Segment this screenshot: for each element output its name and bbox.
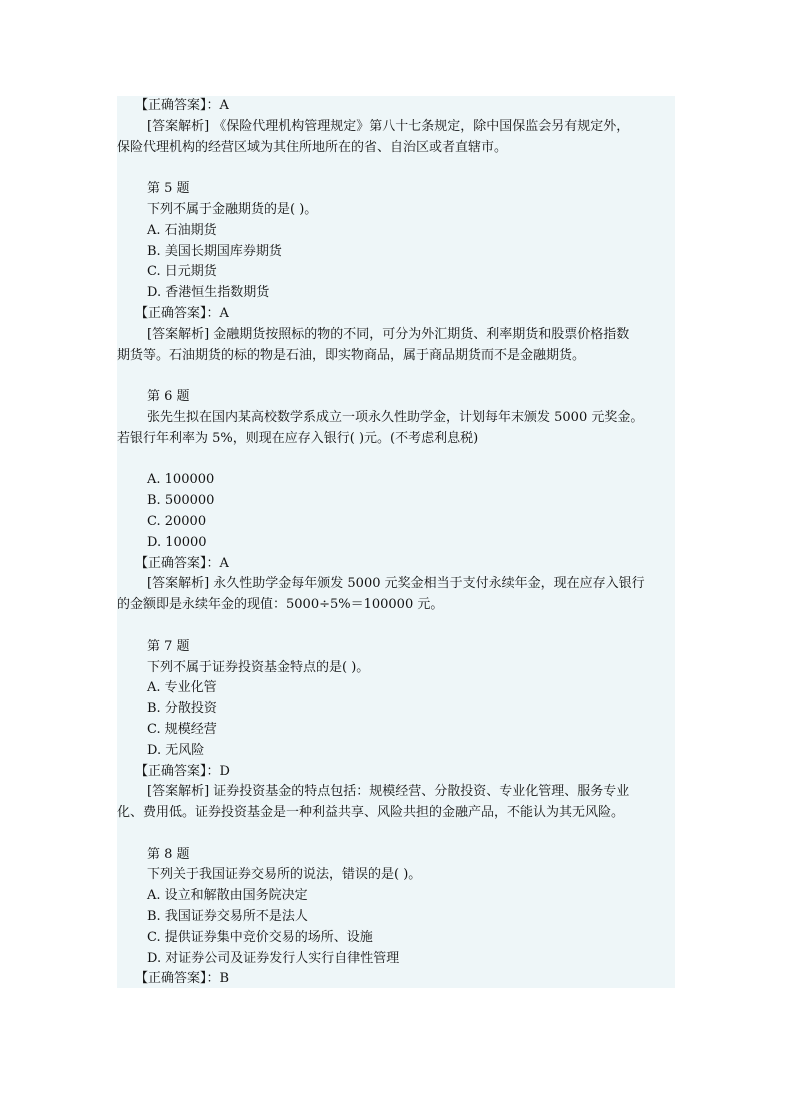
question-stem: 下列关于我国证券交易所的说法，错误的是( )。 (147, 867, 422, 883)
answer-option: C. 20000 (147, 513, 207, 529)
answer-option: A. 设立和解散由国务院决定 (147, 888, 308, 904)
paragraph-line: [答案解析] 金融期货按照标的物的不同，可分为外汇期货、利率期货和股票价格指数 (147, 326, 630, 342)
answer-option: C. 日元期货 (147, 264, 217, 280)
answer-option: D. 无风险 (147, 742, 205, 758)
question-stem: 下列不属于金融期货的是( )。 (147, 201, 318, 217)
answer-option: B. 我国证券交易所不是法人 (147, 909, 308, 925)
paragraph-line: 若银行年利率为 5%，则现在应存入银行( )元。(不考虑利息税) (117, 430, 479, 446)
answer-option: B. 500000 (147, 493, 215, 509)
paragraph-line: 期货等。石油期货的标的物是石油，即实物商品，属于商品期货而不是金融期货。 (117, 347, 586, 363)
question-number: 第 8 题 (147, 846, 190, 862)
blank-line (117, 616, 675, 637)
blank-line (117, 450, 675, 471)
answer-option: A. 100000 (147, 472, 215, 488)
answer-option: D. 香港恒生指数期货 (147, 285, 270, 301)
paragraph-line: [答案解析] 证券投资基金的特点包括：规模经营、分散投资、专业化管理、服务专业 (147, 784, 630, 800)
answer-option: C. 提供证券集中竞价交易的场所、设施 (147, 929, 373, 945)
answer-option: B. 美国长期国库券期货 (147, 243, 282, 259)
paragraph-line: 张先生拟在国内某高校数学系成立一项永久性助学金，计划每年末颁发 5000 元奖金。 (147, 409, 644, 425)
question-number: 第 6 题 (147, 389, 190, 405)
blank-line (117, 158, 675, 179)
paragraph-line: 保险代理机构的经营区域为其住所地所在的省、自治区或者直辖市。 (117, 139, 508, 155)
correct-answer: 【正确答案】：A (135, 98, 229, 113)
correct-answer: 【正确答案】：D (135, 763, 230, 779)
answer-option: A. 专业化管 (147, 680, 217, 696)
correct-answer: 【正确答案】：A (135, 555, 229, 571)
blank-line (117, 366, 675, 387)
answer-option: D. 10000 (147, 534, 207, 550)
paragraph-line: [答案解析] 《保险代理机构管理规定》第八十七条规定，除中国保监会另有规定外， (147, 118, 630, 134)
question-number: 第 7 题 (147, 638, 190, 654)
document-page (117, 96, 675, 988)
answer-option: A. 石油期货 (147, 222, 217, 238)
document-content (117, 96, 675, 990)
answer-option: B. 分散投资 (147, 701, 217, 717)
blank-line (117, 824, 675, 845)
paragraph-line: 化、费用低。证券投资基金是一种利益共享、风险共担的金融产品，不能认为其无风险。 (117, 805, 625, 821)
paragraph-line: [答案解析] 永久性助学金每年颁发 5000 元奖金相当于支付永续年金，现在应存入银行 (147, 576, 645, 592)
question-stem: 下列不属于证券投资基金特点的是( )。 (147, 659, 370, 675)
paragraph-line: 的金额即是永续年金的现值：5000÷5%＝100000 元。 (117, 597, 444, 613)
correct-answer: 【正确答案】：B (135, 971, 230, 987)
answer-option: D. 对证券公司及证券发行人实行自律性管理 (147, 950, 400, 966)
correct-answer: 【正确答案】：A (135, 305, 229, 321)
answer-option: C. 规模经营 (147, 721, 217, 737)
question-number: 第 5 题 (147, 181, 190, 197)
